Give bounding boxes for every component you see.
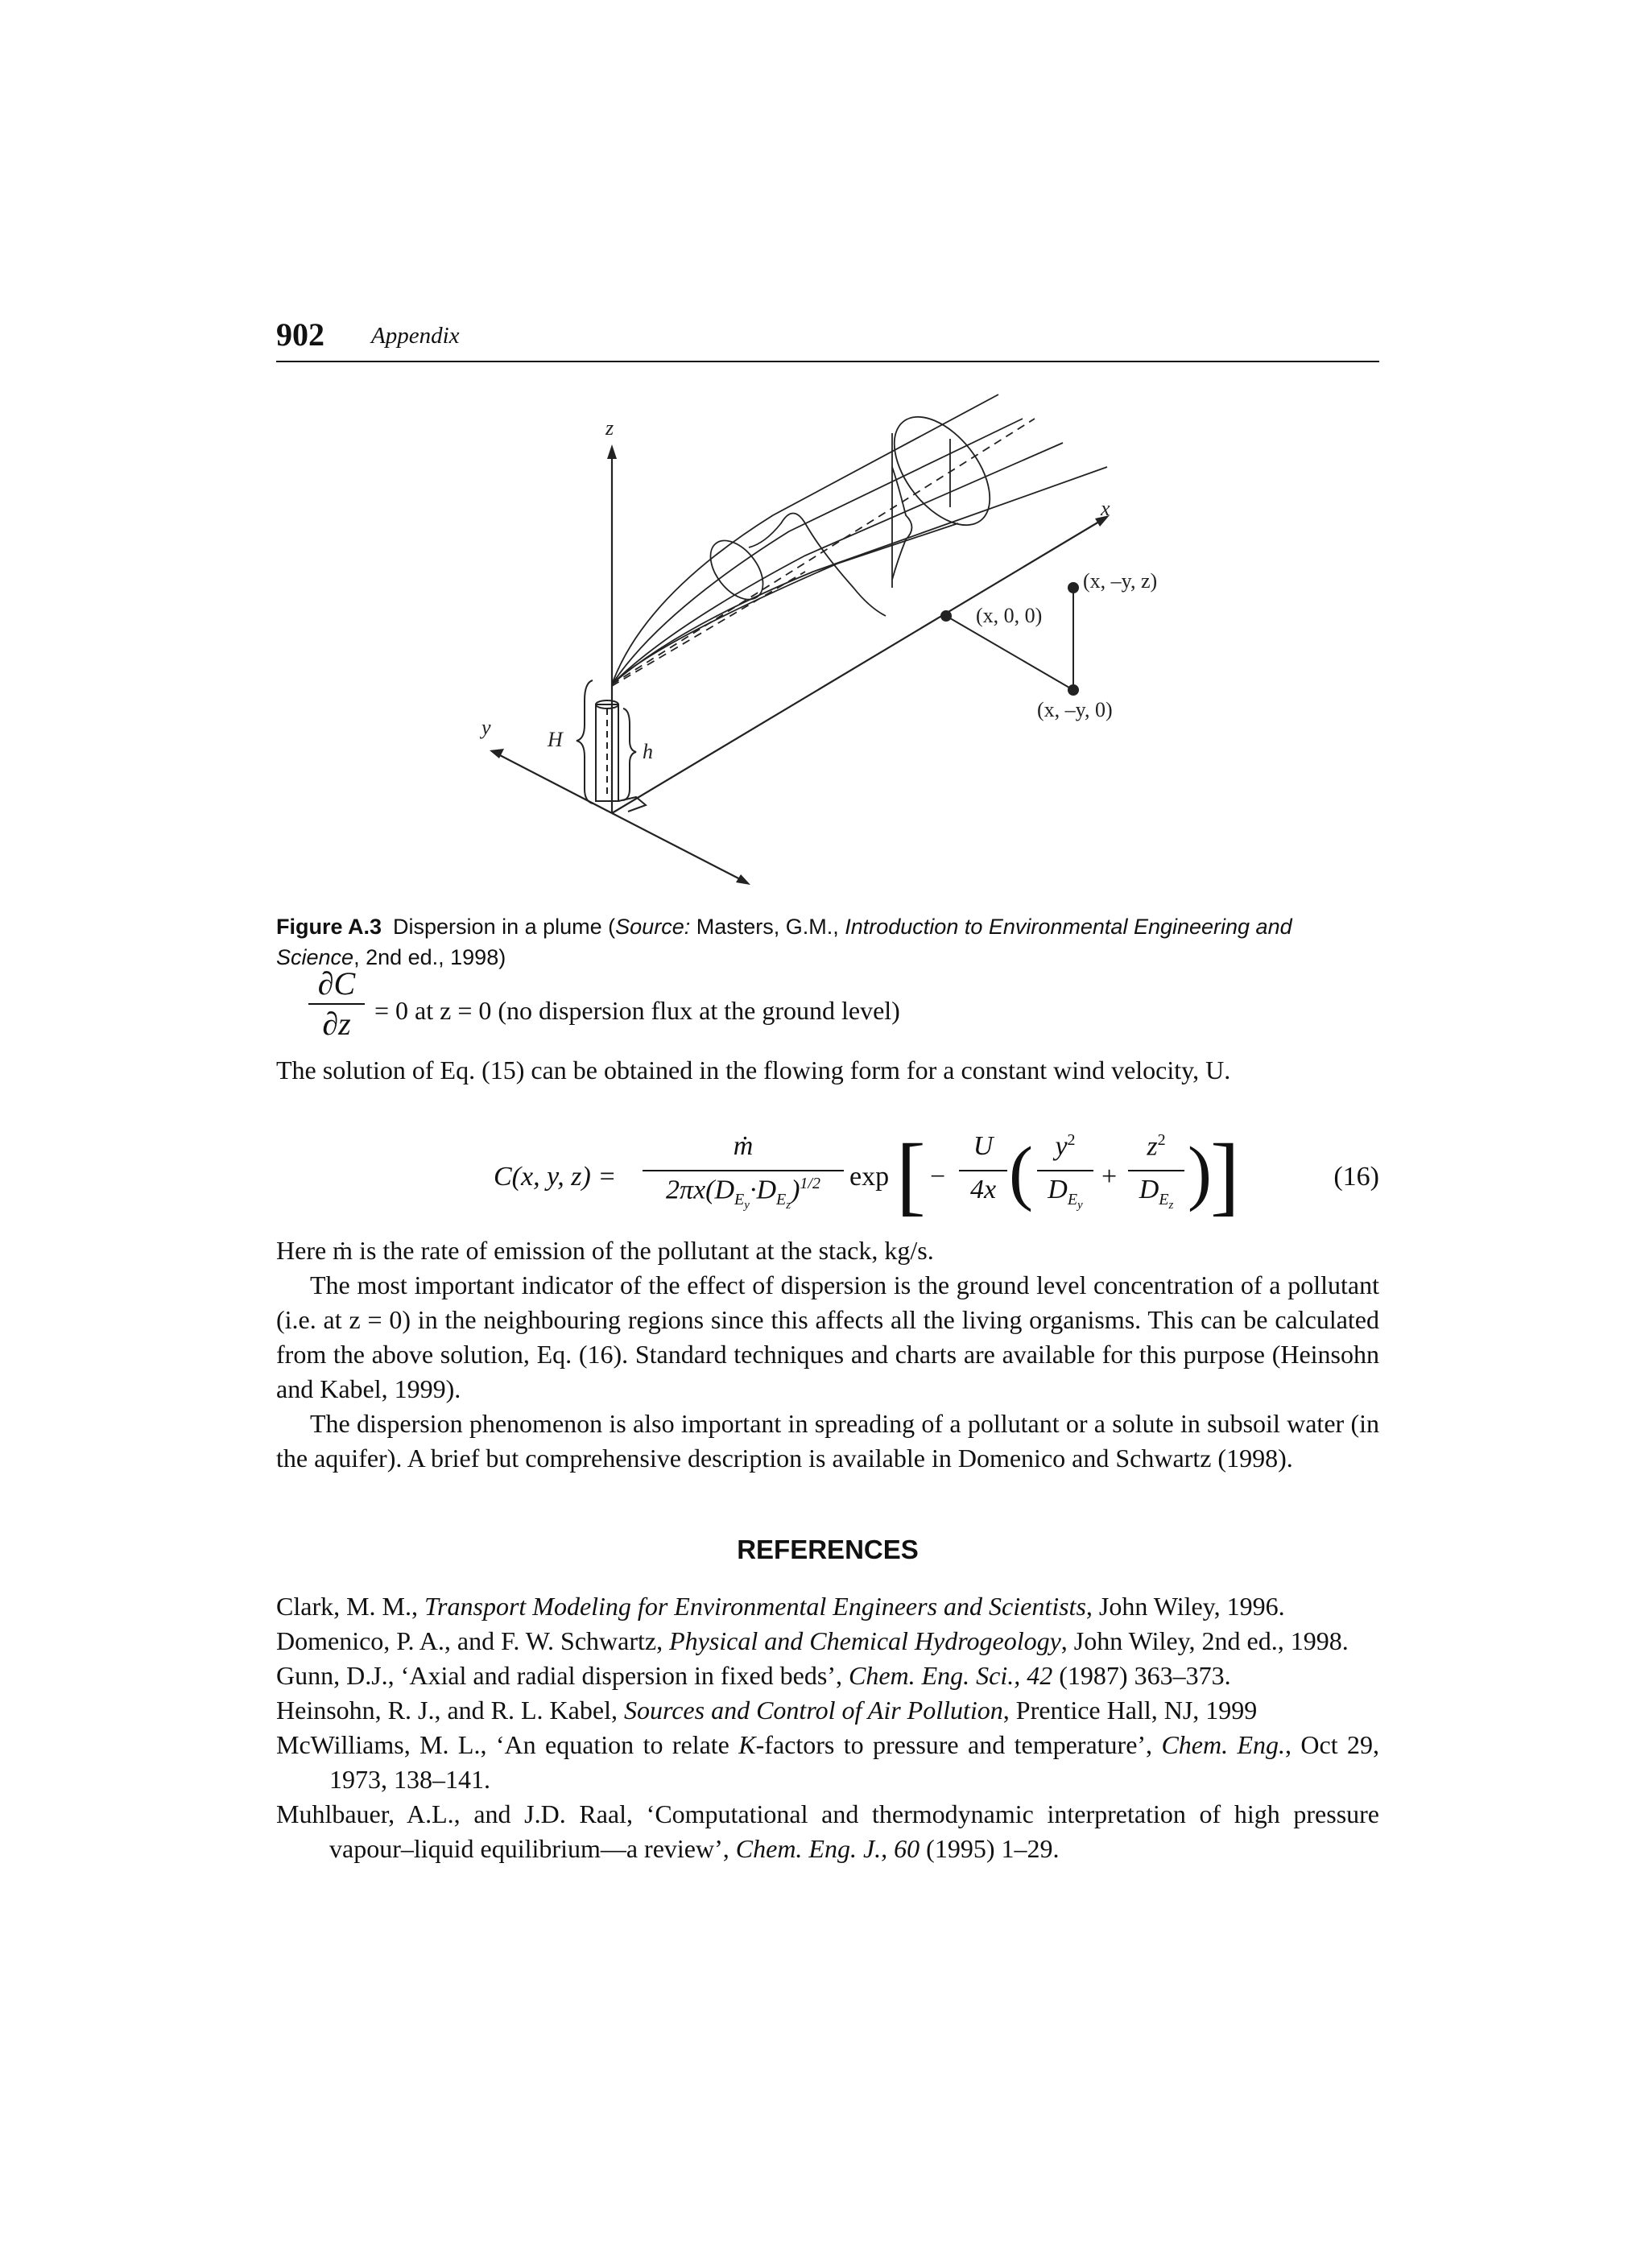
eq16-y-index: y [1077, 1198, 1083, 1212]
indicator-paragraph: The most important indicator of the effect of dispersion is the ground level concentration of a pollutant (i.e. at z = 0) in the neighbouring regions since this affects all the living organisms. This can be calculated from the above solution, Eq. (16). Standard techniques and charts are available for this purpose (Heinsohn and Kabel, 1999). [276, 1270, 1379, 1403]
plume [612, 395, 1107, 686]
eq16-dot-D: ·D [749, 1175, 776, 1205]
figure-caption [276, 911, 1379, 973]
reference-item [276, 1624, 1379, 1659]
partial-derivative [308, 966, 365, 1042]
neg-y-arrowhead [736, 874, 750, 885]
eq16-sub-E-y: E [734, 1191, 745, 1209]
ref-3-title: Sources and Control of Air Pollution [623, 1696, 1003, 1725]
intro-text: The solution of Eq. (15) can be obtained in the flowing form for a constant wind velocity, U. [276, 1056, 1231, 1084]
stack-body [596, 704, 618, 801]
ref-2-authors: Gunn, D.J., ‘Axial and radial dispersion in fixed beds’, [276, 1661, 849, 1690]
eq16-z-bar [1128, 1170, 1184, 1171]
plume-lower-edge [612, 467, 1107, 684]
ref-0-rest: , John Wiley, 1996. [1085, 1592, 1285, 1621]
eq16-E-z: E [1159, 1190, 1169, 1208]
far-cross-section [875, 399, 1008, 542]
running-header [276, 316, 1379, 362]
eq16-D-z: D [1139, 1175, 1159, 1204]
caption-book: Introduction to Environmental Engineering and Science [276, 915, 1292, 969]
references-list [276, 1589, 1379, 1866]
H-label: H [548, 728, 563, 751]
ref-4-title-rest: -factors to pressure and temperature’, [755, 1730, 1162, 1759]
eq16-u-bar [959, 1170, 1007, 1171]
eq16-z-term [1128, 1131, 1184, 1212]
ref-0-authors: Clark, M. M., [276, 1592, 424, 1621]
vertical-gaussian [892, 467, 912, 580]
eq16-fraction-bar [643, 1170, 844, 1171]
ref-1-authors: Domenico, P. A., and F. W. Schwartz, [276, 1626, 670, 1655]
eq16-power: 1/2 [800, 1175, 820, 1192]
stack-base [618, 797, 646, 812]
body-paragraphs [276, 1233, 1379, 1476]
boundary-condition-equation [308, 966, 1114, 1055]
ref-4-k: K [738, 1730, 756, 1759]
emission-paragraph: Here ṁ is the rate of emission of the pollutant at the stack, kg/s. [276, 1236, 934, 1265]
point-xyz-label: (x, –y, z) [1083, 569, 1158, 593]
caption-author: Masters, G.M., [690, 915, 845, 939]
z-axis-label: z [605, 416, 614, 440]
caption-label: Figure A.3 [276, 915, 382, 939]
ref-2-journal: Chem. Eng. Sci., 42 [848, 1661, 1053, 1690]
subsoil-paragraph: The dispersion phenomenon is also important in spreading of a pollutant or a solute in subsoil water (in the aquifer). A brief but comprehensive description is available in Domenico and Schwartz (1998). [276, 1409, 1379, 1473]
eq16-minus: − [930, 1162, 946, 1192]
caption-prefix: Dispersion in a plume ( [393, 915, 616, 939]
eq16-lhs: C(x, y, z) = [494, 1162, 617, 1192]
page-number: 902 [276, 316, 324, 353]
references-heading: REFERENCES [737, 1535, 919, 1564]
eq16-right-paren: ) [1188, 1133, 1212, 1212]
ref-4-authors: McWilliams, M. L., ‘An equation to relate [276, 1730, 739, 1759]
bc-numerator: ∂C [317, 965, 356, 1002]
eq16-den-2pix: 2πx(D [666, 1175, 735, 1205]
ref-2-rest: (1987) 363–373. [1052, 1661, 1231, 1690]
plume-dispersion-figure [435, 386, 1224, 902]
eq16-close-paren: ) [791, 1175, 800, 1205]
x-axis [612, 519, 1103, 813]
x-axis-label: x [1101, 497, 1110, 520]
eq16-E-y: E [1067, 1190, 1078, 1208]
ref-1-rest: , John Wiley, 2nd ed., 1998. [1060, 1626, 1349, 1655]
reference-item [276, 1693, 1379, 1728]
bc-text: = 0 at z = 0 (no dispersion flux at the ground level) [374, 996, 900, 1025]
ref-5-journal: Chem. Eng. J., 60 [735, 1834, 920, 1863]
ref-4-rest: , Oct 29, 1973, 138–141. [329, 1730, 1380, 1794]
y-axis-label: y [481, 716, 491, 739]
eq16-z-square: 2 [1157, 1131, 1166, 1149]
equation-16 [276, 1126, 1379, 1228]
eq16-numerator: ṁ [733, 1131, 754, 1161]
eq16-y-square: 2 [1067, 1131, 1076, 1149]
eq16-4x: 4x [969, 1175, 997, 1204]
eq16-left-bracket: [ [896, 1126, 926, 1224]
eq16-right-bracket: ] [1210, 1126, 1240, 1224]
eq16-z-index: z [1168, 1198, 1174, 1212]
ref-3-authors: Heinsohn, R. J., and R. L. Kabel, [276, 1696, 624, 1725]
eq16-y: y [1055, 1131, 1068, 1162]
eq16-y-term [1037, 1131, 1093, 1212]
h-label: h [643, 740, 653, 763]
eq16-z: z [1147, 1131, 1158, 1162]
eq16-U: U [973, 1131, 994, 1161]
eq16-prefactor [643, 1131, 844, 1212]
reference-item [276, 1797, 1379, 1866]
point-xy0-label: (x, –y, 0) [1037, 698, 1113, 721]
eq16-y-bar [1037, 1170, 1093, 1171]
z-axis-arrowhead [607, 444, 617, 459]
eq16-number: (16) [1333, 1162, 1379, 1192]
reference-item [276, 1728, 1379, 1797]
running-title: Appendix [371, 323, 460, 349]
eq16-D-y: D [1048, 1175, 1068, 1204]
receptor-points [941, 583, 1078, 695]
eq16-plus: + [1101, 1162, 1118, 1192]
ref-4-journal: Chem. Eng. [1161, 1730, 1286, 1759]
y-axis [495, 753, 612, 813]
plume-inner-1 [612, 419, 1023, 684]
neg-y-axis [612, 813, 745, 882]
caption-source-label: Source: [615, 915, 691, 939]
H-brace [577, 680, 593, 804]
eq16-sub-z: z [786, 1199, 791, 1212]
eq16-denominator [643, 1175, 844, 1212]
ref-5-authors: Muhlbauer, A.L., and J.D. Raal, ‘Computational and thermodynamic interpretation of high pressure vapour–liquid equilibrium—a review’, [276, 1799, 1379, 1863]
intro-paragraph [276, 1053, 1379, 1088]
eq16-sub-y: y [744, 1199, 750, 1212]
reference-item [276, 1589, 1379, 1624]
bc-fraction-bar [308, 1003, 365, 1005]
caption-rest: , 2nd ed., 1998) [353, 945, 506, 969]
point-x00-label: (x, 0, 0) [976, 604, 1043, 627]
eq16-left-paren: ( [1009, 1133, 1033, 1212]
plume-centerline-near [612, 572, 805, 686]
bc-denominator: ∂z [322, 1006, 351, 1042]
reference-item [276, 1659, 1379, 1693]
plume-upper-edge [612, 395, 998, 684]
eq16-sub-E-z: E [776, 1191, 787, 1209]
ref-1-title: Physical and Chemical Hydrogeology [669, 1626, 1061, 1655]
plume-inner-3 [612, 523, 958, 684]
ref-3-rest: , Prentice Hall, NJ, 1999 [1002, 1696, 1258, 1725]
ref-0-title: Transport Modeling for Environmental Engineers and Scientists [424, 1592, 1086, 1621]
eq16-exp: exp [849, 1162, 890, 1192]
plume-diagram [435, 386, 1224, 902]
ref-5-rest: (1995) 1–29. [920, 1834, 1060, 1863]
h-brace [623, 708, 636, 800]
eq16-u-over-4x [959, 1131, 1007, 1205]
